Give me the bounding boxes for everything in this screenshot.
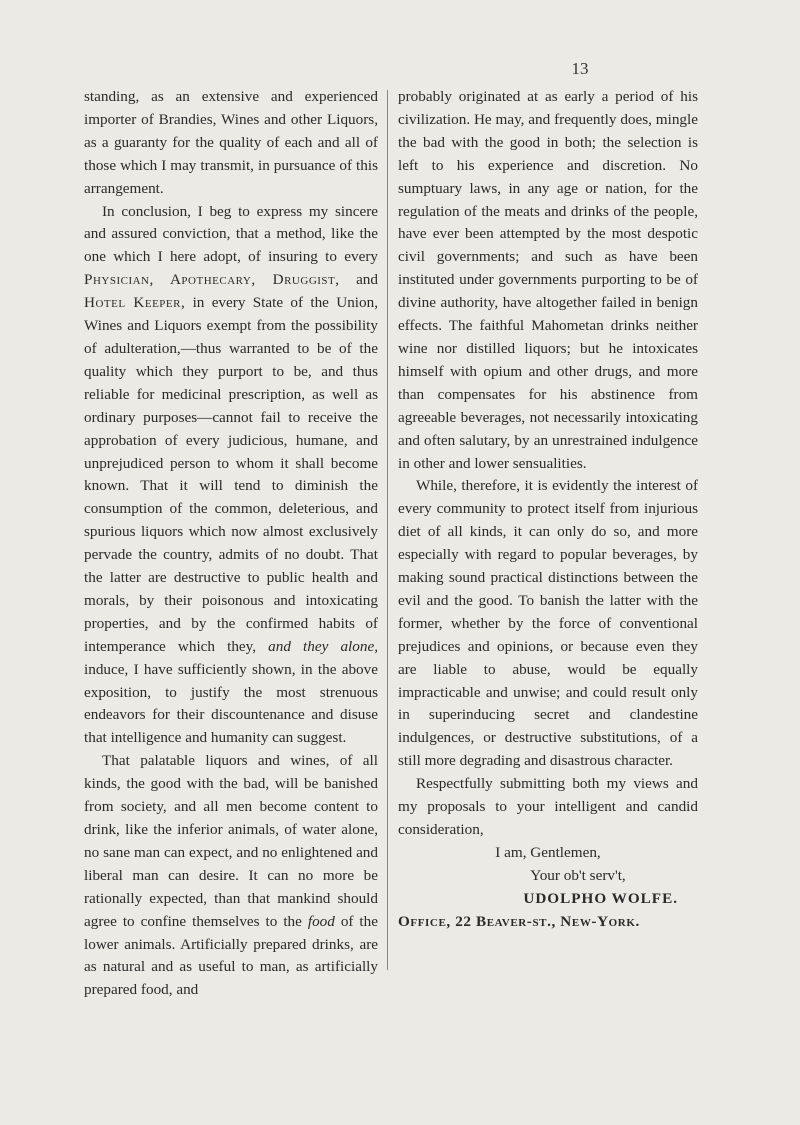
signature: UDOLPHO WOLFE. (523, 889, 678, 907)
paragraph: While, therefore, it is evidently the interest of every community to protect itself from injurious diet of all kinds, it can only do so, and more especially with regard to popular beverages, by making sound practical distinctions between the evil and the good. To banish the latter with the former, whether by the force of conventional prejudices and opinions, or because even they are liable to abuse, would be equally impracticable and unwise; and could result only in superinducing secret and clandestine indulgences, or destructive substitutions, of a still more degrading and disastrous character. (398, 477, 698, 770)
right-column (398, 86, 698, 934)
paragraph: probably originated at as early a period of his civilization. He may, and frequently does, mingle the bad with the good in both; the selection is left to his experience and discretion. No sumptuary laws, in any age or nation, for the regulation of the meats and drinks of the people, have ever been attempted by the most despotic civil governments; and such as have been instituted under governments purporting to be of divine authority, have altogether failed in benign effects. The faithful Mahometan drinks neither wine nor distilled liquors; but he intoxicates himself with opium and other drugs, and more than compensates for his abstinence from agreeable beverages, not necessarily intoxicating and often salutary, by an unrestrained indulgence in other and lower sensualities. (398, 88, 698, 472)
text-run: in every State of the Union, Wines and Liquors exempt from the possibility of adulteration,—thus warranted to be of the quality which they purport to be, and thus reliable for medicinal prescription, as well as ordinary purposes—cannot fail to receive the approbation of every judicious, humane, and unprejudiced person to whom it shall become known. That it will tend to diminish the consumption of the common, deleterious, and spurious liquors which now almost exclusively pervade the country, admits of no doubt. That the latter are destructive to public health and morals, by their poisonous and intoxicating properties, and by the confirmed habits of intemperance which they, (84, 294, 378, 655)
text-run-smallcaps: Physician, Apothecary, Druggist, (84, 271, 340, 289)
paragraph (84, 750, 378, 1002)
text-run: of the lower animals. Artificially prepared drinks, are as natural and as useful to man, as artificially prepared food, and (84, 912, 378, 999)
text-run-italic: food (307, 912, 335, 930)
page-number: 13 (571, 59, 589, 78)
closing-servant: Your ob't serv't, (530, 866, 626, 884)
column-divider (387, 90, 388, 970)
paragraph: Respectfully submitting both my views and my proposals to your intelligent and candid consideration, (398, 775, 698, 838)
paragraph (84, 201, 378, 751)
office-address: Office, 22 Beaver-st., New-York. (398, 912, 640, 930)
closing-salutation: I am, Gentlemen, (495, 843, 601, 861)
text-run: and (339, 271, 378, 289)
text-run: In conclusion, I beg to express my sincere and assured conviction, that a method, like the one which I here adopt, of insuring to every (84, 202, 378, 266)
text-run-smallcaps: Hotel Keeper, (84, 294, 186, 312)
text-run: That palatable liquors and wines, of all kinds, the good with the bad, will be banished from society, and all men become content to drink, like the inferior animals, of water alone, no sane man can expect, and no enlightened and liberal man can desire. It can no more be rationally expected, than that mankind should agree to confine themselves to the (84, 752, 378, 930)
text-run: induce, I have sufficiently shown, in the above exposition, to justify the most strenuous endeavors for their discountenance and disuse that intelligence and humanity can suggest. (84, 660, 378, 747)
paragraph: standing, as an extensive and experienced importer of Brandies, Wines and other Liquors, as a guaranty for the quality of each and all of those which I may transmit, in pursuance of this arrangement. (84, 88, 378, 197)
text-run-italic: and they alone, (268, 637, 378, 655)
left-column (84, 86, 378, 1002)
